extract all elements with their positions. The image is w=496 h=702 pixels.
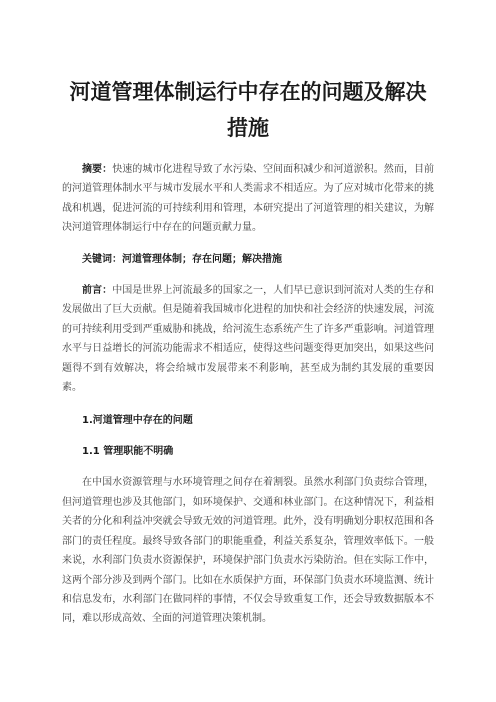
preface-text: 中国是世界上河流最多的国家之一，人们早已意识到河流对人类的生存和发展做出了巨大贡献。但是随着我国城市化进程的加快和社会经济的快速发展，河流的可持续利用受到严重威胁和挑战，给河流生态系统产生了许多严重影响。河道管理水平与日益增长的河流功能需求不相适应，使得这些问题变得更加突出，如果这些问题得不到有效解决，将会给城市发展带来不利影响，甚至成为制约其发展的重要因素。 [62,285,435,394]
keywords-label: 关键词： [82,253,122,265]
preface-label: 前言： [82,285,113,297]
section-1-1-heading: 1.1 管理职能不明确 [82,446,174,458]
keywords-paragraph [62,250,434,269]
document-title [62,0,434,146]
section-1-1-body: 在中国水资源管理与水环境管理之间存在着割裂。虽然水利部门负责综合管理，但河道管理也涉及其他部门，如环境保护、交通和林业部门。在这种情况下，利益相关者的分化和利益冲突就会导致无效的河道管理。此外，没有明确划分职权范围和各部门的责任程度。最终导致各部门的职能重叠，利益关系复杂，管理效率低下。一般来说，水利部门负责水资源保护，环境保护部门负责水污染防治。但在实际工作中，这两个部分涉及到两个部门。比如在水质保护方面，环保部门负责水环境监测、统计和信息发布，水利部门在做同样的事情，不仅会导致重复工作，还会导致数据版本不同，难以形成高效、全面的河道管理决策机制。 [62,477,434,625]
keywords-text: 河道管理体制；存在问题；解决措施 [122,253,282,265]
section-1-heading: 1.河道管理中存在的问题 [82,415,193,427]
abstract-label: 摘要： [82,164,113,175]
title-line-1: 河道管理体制运行中存在的问题及解决 [69,80,427,104]
title-line-2: 措施 [227,116,269,140]
abstract-text: 快速的城市化进程导致了水污染、空间面积减少和河道淤积。然而，目前的河道管理体制水平与城市发展水平和人类需求不相适应。为了应对城市化带来的挑战和机遇，促进河流的可持续利用和管理，本研究提出了河道管理的相关建议，为解决河道管理体制运行中存在的问题贡献力量。 [62,164,435,234]
preface-paragraph [62,281,434,397]
abstract-paragraph [62,160,434,238]
